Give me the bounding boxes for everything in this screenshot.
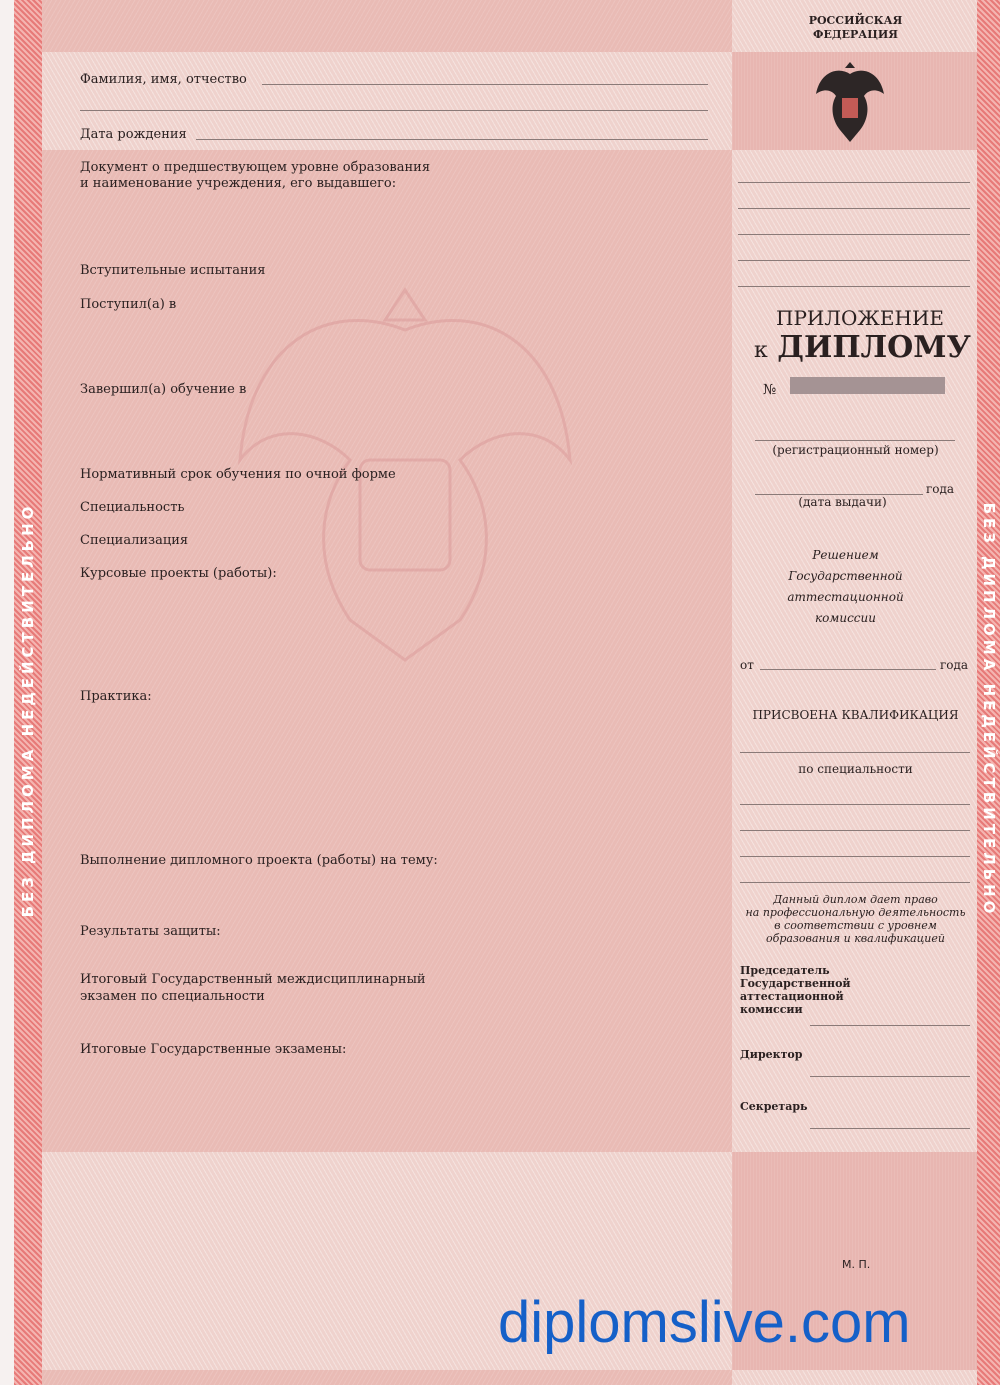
rights-text-1: Данный диплом дает право [773, 893, 938, 906]
right-line-2 [738, 208, 970, 209]
title-main: ДИПЛОМУ [777, 330, 971, 365]
enrolled-label: Поступил(а) в [80, 297, 177, 312]
country-line-1: РОССИЙСКАЯ [808, 14, 903, 27]
watermark-text: diplomslive.com [498, 1290, 911, 1355]
full-name-line-2 [80, 110, 708, 111]
right-border-text: БЕЗ ДИПЛОМА НЕДЕЙСТВИТЕЛЬНО [980, 502, 998, 918]
course-projects-label: Курсовые проекты (работы): [80, 566, 277, 581]
rights-text-2: на профессиональную деятельность [745, 906, 966, 919]
chairman-signature-line [810, 1025, 970, 1026]
secretary-label: Секретарь [740, 1100, 808, 1113]
from-label: от [740, 658, 754, 672]
year-label-2: года [940, 658, 969, 672]
decision-date-line [760, 669, 936, 670]
full-name-line [262, 84, 708, 85]
completed-label: Завершил(а) обучение в [80, 382, 247, 397]
title-diploma [754, 330, 971, 365]
specialty-line-1 [740, 804, 970, 805]
right-line-5 [738, 286, 970, 287]
by-specialty-label: по специальности [798, 762, 913, 776]
stamp-label: М. П. [842, 1258, 871, 1271]
normative-term-label: Нормативный срок обучения по очной форме [80, 467, 396, 482]
secretary-signature-line [810, 1128, 970, 1129]
final-interdisciplinary-label-2: экзамен по специальности [80, 989, 265, 1004]
right-line-4 [738, 260, 970, 261]
qualification-label: ПРИСВОЕНА КВАЛИФИКАЦИЯ [752, 708, 959, 722]
chairman-2: Государственной [740, 977, 851, 990]
decision-3: аттестационной [787, 590, 904, 604]
reg-number-label: (регистрационный номер) [772, 443, 939, 457]
defense-results-label: Результаты защиты: [80, 924, 221, 939]
reg-number-line [755, 440, 955, 441]
final-exams-label: Итоговые Государственные экзамены: [80, 1042, 347, 1057]
birth-date-line [196, 139, 708, 140]
chairman-1: Председатель [740, 964, 830, 977]
bottom-strip [42, 1370, 732, 1385]
issue-date-label: (дата выдачи) [798, 495, 887, 509]
title-prefix: к [754, 338, 768, 363]
birth-date-label: Дата рождения [80, 127, 187, 142]
decision-2: Государственной [788, 569, 903, 583]
director-signature-line [810, 1076, 970, 1077]
number-sign: № [763, 382, 777, 398]
year-label: года [926, 482, 955, 496]
chairman-3: аттестационной [740, 990, 844, 1003]
chairman-4: комиссии [740, 1003, 803, 1016]
prev-doc-label-1: Документ о предшествующем уровне образования [80, 160, 431, 175]
specialty-label: Специальность [80, 500, 185, 515]
practice-label: Практика: [80, 689, 152, 704]
specialty-line-2 [740, 830, 970, 831]
redacted-number [790, 377, 945, 394]
final-interdisciplinary-label-1: Итоговый Государственный междисциплинарный [80, 972, 426, 987]
left-border-text: БЕЗ ДИПЛОМА НЕДЕЙСТВИТЕЛЬНО [19, 502, 37, 918]
thesis-label: Выполнение дипломного проекта (работы) на тему: [80, 853, 438, 868]
coat-of-arms-icon [810, 58, 890, 146]
entrance-exams-label: Вступительные испытания [80, 263, 266, 278]
right-bottom-strip [732, 1370, 977, 1385]
specialty-line-4 [740, 882, 970, 883]
decision-1: Решением [812, 548, 879, 562]
rights-text-4: образования и квалификацией [765, 932, 945, 945]
specialty-line-3 [740, 856, 970, 857]
rights-text-3: в соответствии с уровнем [774, 919, 937, 932]
top-strip [42, 0, 732, 52]
decision-4: комиссии [815, 611, 876, 625]
right-line-3 [738, 234, 970, 235]
prev-doc-label-2: и наименование учреждения, его выдавшего: [80, 176, 397, 191]
full-name-label: Фамилия, имя, отчество [80, 72, 247, 87]
country-line-2: ФЕДЕРАЦИЯ [813, 28, 898, 41]
right-line-1 [738, 182, 970, 183]
specialization-label: Специализация [80, 533, 189, 548]
director-label: Директор [740, 1048, 803, 1061]
qualification-line [740, 752, 970, 753]
title-supplement: ПРИЛОЖЕНИЕ [776, 306, 944, 330]
